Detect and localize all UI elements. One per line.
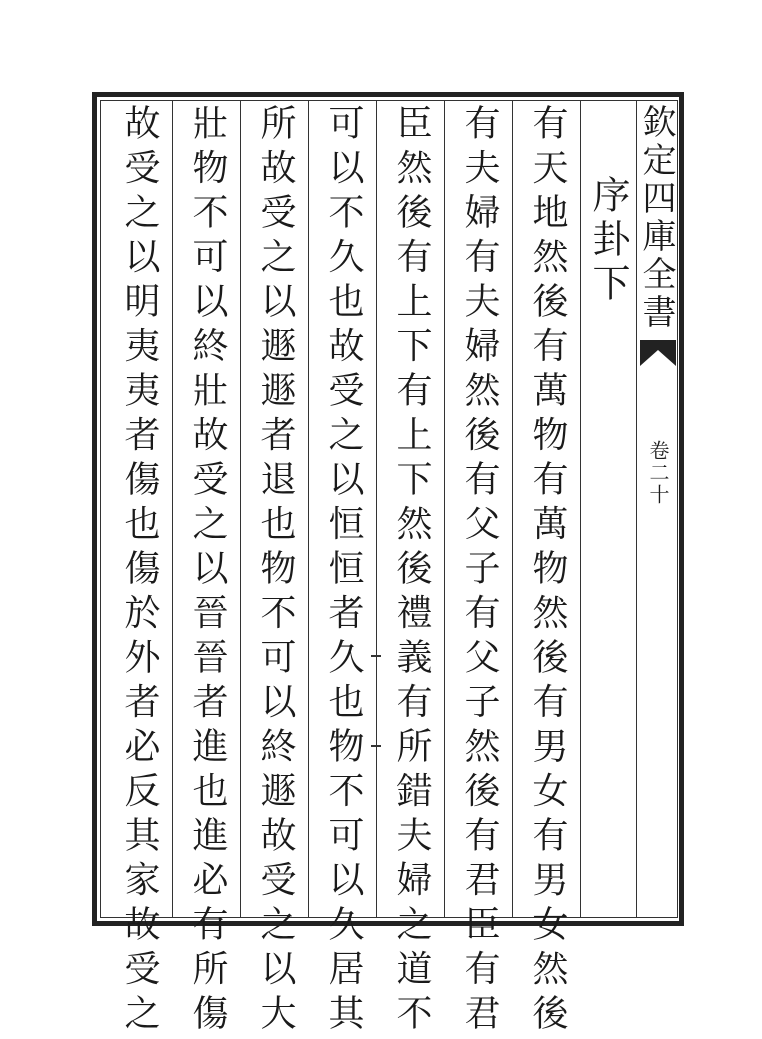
book-title: 欽定四庫全書 [636,104,676,332]
text-column-7: 故受之以明夷夷者傷也傷於外者必反其家故受之 [119,104,160,1039]
text-column-5: 所故受之以遯遯者退也物不可以終遯故受之以大 [255,104,296,1039]
text-column-4: 可以不久也故受之以恒恒者久也物不可以久居其 [323,104,364,1039]
text-column-1: 有天地然後有萬物有萬物然後有男女有男女然後 [527,104,568,1039]
text-column-6: 壯物不可以終壯故受之以晉晉者進也進必有所傷 [187,104,228,1039]
text-column-3: 臣然後有上下有上下然後禮義有所錯夫婦之道不 [391,104,432,1039]
editorial-mark [371,655,381,657]
volume-label: 卷二十 [646,440,670,506]
column-rule [172,100,173,918]
column-rule [308,100,309,918]
text-column-2: 有夫婦有夫婦然後有父子有父子然後有君臣有君 [459,104,500,1039]
fishtail-mark-icon [640,340,676,366]
editorial-mark [371,745,381,747]
chapter-heading: 序卦下 [586,175,630,307]
column-rule [376,100,377,918]
column-rule [444,100,445,918]
column-rule [240,100,241,918]
column-rule [512,100,513,918]
